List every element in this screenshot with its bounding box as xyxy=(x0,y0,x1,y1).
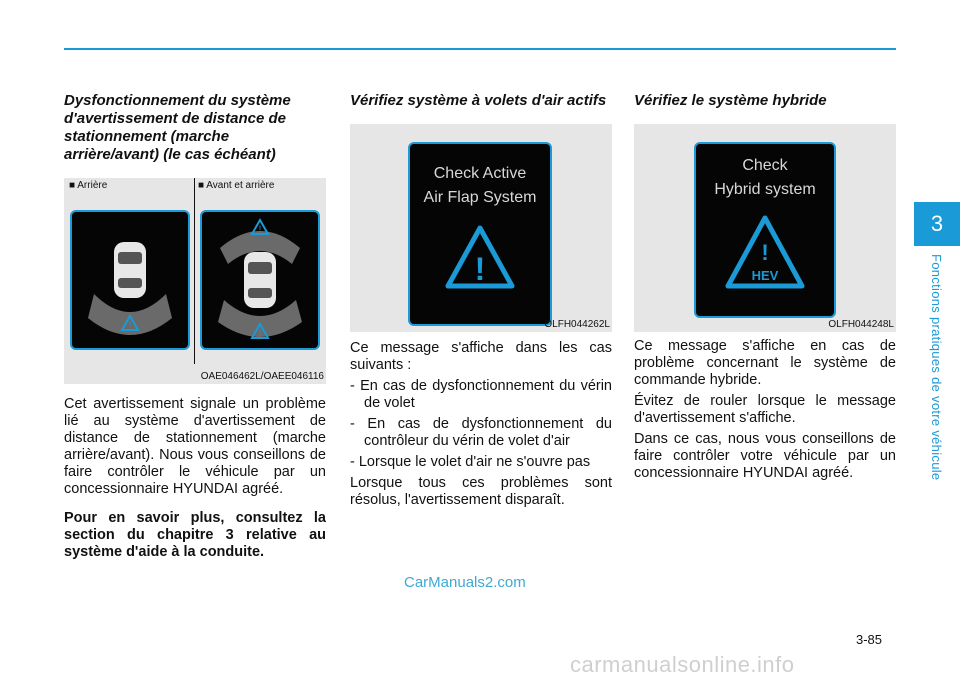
chapter-tab: 3 xyxy=(914,202,960,246)
front-rear-car-graphic xyxy=(202,212,318,348)
heading-parking-malfunction: Dysfonctionnement du système d'avertissement de distance de stationnement (marche arrière/avant) (le cas échéant) xyxy=(64,92,291,163)
air-flap-display xyxy=(408,142,552,326)
chapter-title: Fonctions pratiques de votre véhicule xyxy=(929,254,944,481)
figure-label-rear: ■ Arrière xyxy=(69,180,108,191)
hybrid-para2: Évitez de rouler lorsque le message d'avertissement s'affiche. xyxy=(634,393,896,426)
figure-caption: OLFH044262L xyxy=(544,319,610,330)
heading-air-flap: Vérifiez système à volets d'air actifs xyxy=(350,92,607,109)
svg-text:!: ! xyxy=(258,224,262,234)
hev-warning-icon xyxy=(696,210,834,300)
rear-car-graphic xyxy=(72,212,188,348)
page-number: 3-85 xyxy=(856,632,883,647)
hybrid-para1: Ce message s'affiche en cas de problème concernant le système de commande hybride. xyxy=(634,338,896,388)
figure-hybrid xyxy=(634,124,896,332)
parking-more-info: Pour en savoir plus, consultez la section du chapitre 3 relative au système d'aide à la conduite. xyxy=(64,510,326,560)
site-watermark: carmanualsonline.info xyxy=(570,652,795,677)
column-hybrid xyxy=(634,92,896,482)
watermark-link[interactable]: CarManuals2.com xyxy=(404,574,526,591)
svg-text:!: ! xyxy=(761,240,769,265)
air-flap-list xyxy=(350,378,612,471)
hybrid-display xyxy=(694,142,836,318)
top-rule xyxy=(64,48,896,50)
svg-text:!: ! xyxy=(258,328,262,338)
rear-sensor-display xyxy=(70,210,190,350)
list-item: - En cas de dysfonctionnement du vérin de volet xyxy=(350,378,612,411)
figure-caption: OLFH044248L xyxy=(828,319,894,330)
figure-divider xyxy=(194,178,195,364)
svg-text:!: ! xyxy=(128,320,132,330)
hybrid-line2: Hybrid system xyxy=(714,181,816,198)
hybrid-line1: Check xyxy=(742,157,788,174)
list-item: - Lorsque le volet d'air ne s'ouvre pas xyxy=(350,454,591,470)
figure-air-flap xyxy=(350,124,612,332)
front-rear-sensor-display xyxy=(200,210,320,350)
warning-triangle-icon xyxy=(410,220,550,300)
figure-label-front-rear: ■ Avant et arrière xyxy=(198,180,275,191)
hybrid-para3: Dans ce cas, nous vous conseillons de faire contrôler votre véhicule par un concessionnaire HYUNDAI agréé. xyxy=(634,431,896,481)
air-flap-intro: Ce message s'affiche dans les cas suivants : xyxy=(350,340,612,373)
air-flap-outro: Lorsque tous ces problèmes sont résolus, l'avertissement disparaît. xyxy=(350,475,612,508)
parking-paragraph: Cet avertissement signale un problème lié au système d'avertissement de distance de stationnement (marche arrière/avant). Nous vous conseillons de faire contrôler le véhicule par un concessionnaire HYUNDAI agréé. xyxy=(64,396,326,497)
heading-hybrid: Vérifiez le système hybride xyxy=(634,92,827,109)
figure-caption: OAE046462L/OAEE046116 xyxy=(200,371,324,382)
air-flap-line2: Air Flap System xyxy=(423,189,537,206)
svg-text:!: ! xyxy=(474,251,486,287)
hev-badge: HEV xyxy=(751,268,779,283)
column-air-flap xyxy=(350,92,612,509)
list-item: - En cas de dysfonctionnement du contrôleur du vérin de volet d'air xyxy=(350,416,612,449)
figure-parking-sensors xyxy=(64,178,326,384)
air-flap-line1: Check Active xyxy=(433,165,527,182)
column-parking-warning xyxy=(64,92,326,561)
